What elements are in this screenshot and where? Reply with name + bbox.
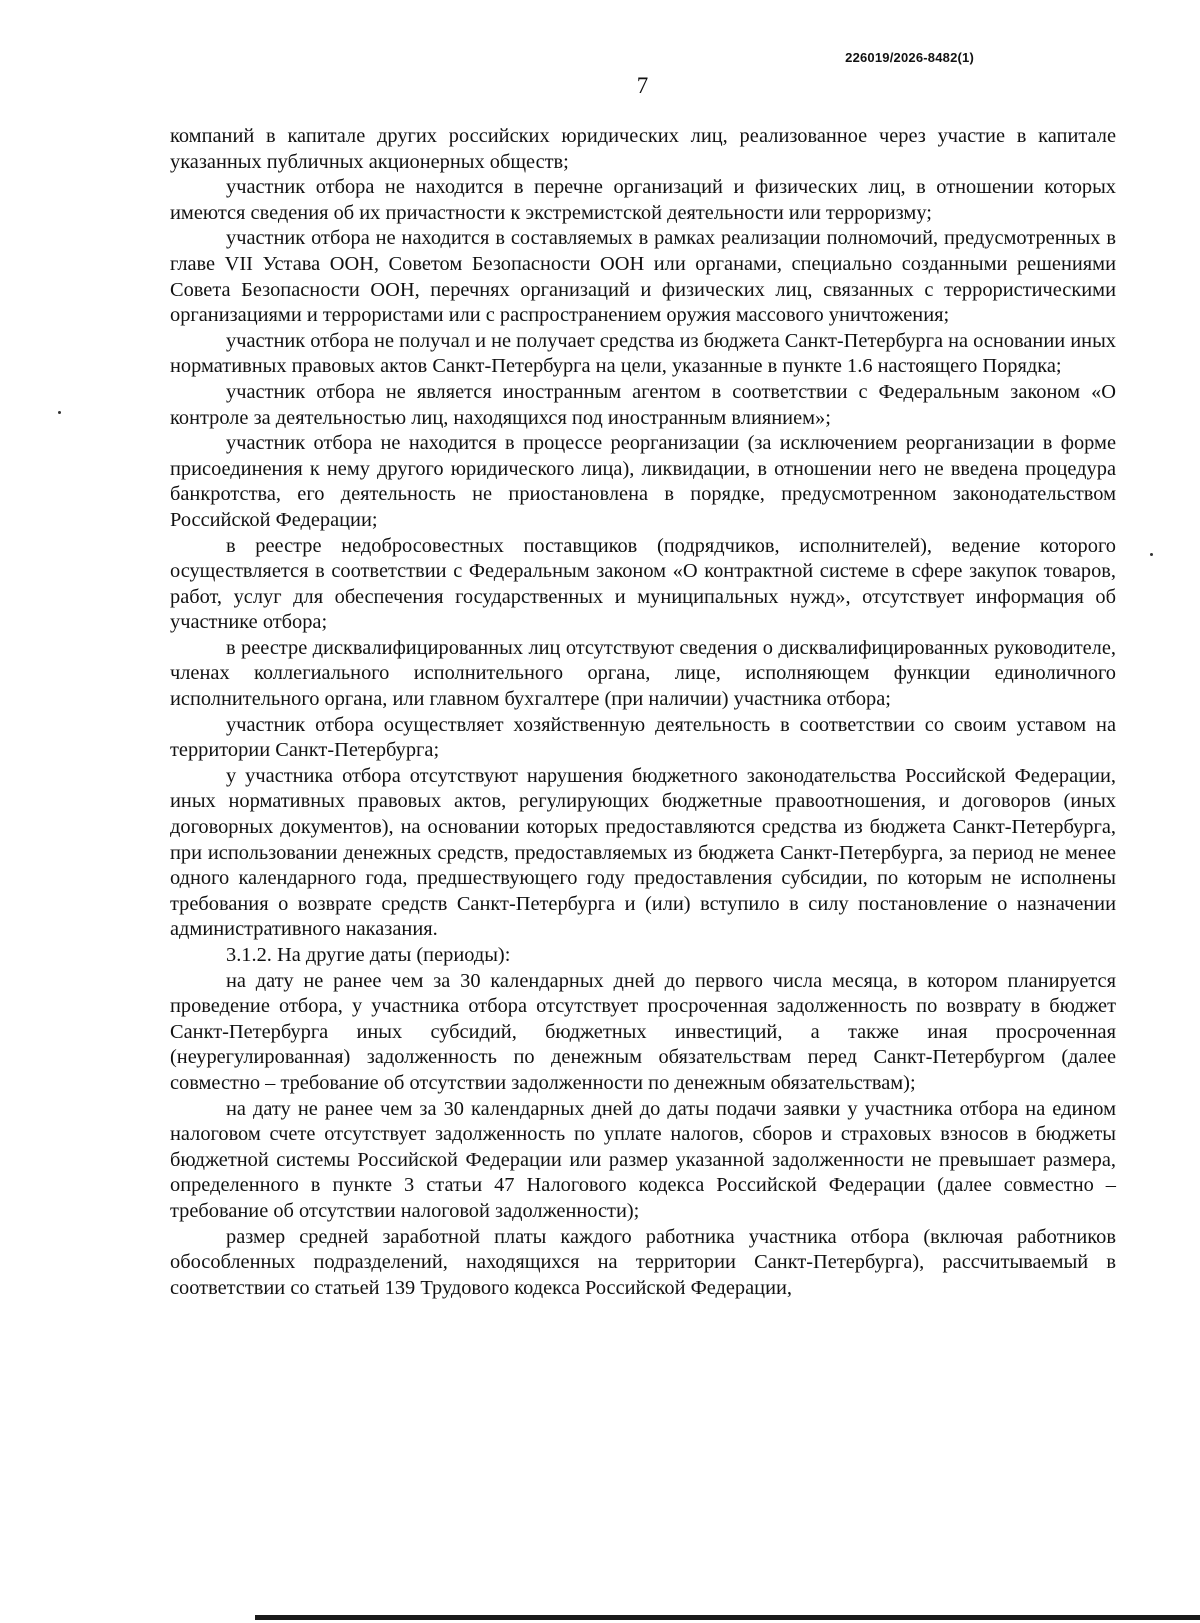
paragraph: компаний в капитале других российских юридических лиц, реализованное через участие в капитале указанных публичных акционерных обществ; (170, 125, 1116, 173)
paragraph: в реестре дисквалифицированных лиц отсутствуют сведения о дисквалифицированных руководителе, членах коллегиального исполнительного органа, лице, исполняющем функции единоличного исполнительного органа, или главном бухгалтере (при наличии) участника отбора; (170, 636, 1116, 711)
scan-edge-line (255, 1615, 1200, 1620)
paragraph: на дату не ранее чем за 30 календарных дней до первого числа месяца, в котором планируется проведение отбора, у участника отбора отсутствует просроченная задолженность по возврату в бюджет Санкт-Петербурга иных субсидий, бюджетных инвестиций, а также иная просроченная (неурегулированная) задолженность по денежным обязательствам перед Санкт-Петербургом (далее совместно – требование об отсутствии задолженности по денежным обязательствам); (170, 969, 1116, 1094)
scan-speck (1150, 553, 1153, 556)
paragraph: участник отбора осуществляет хозяйственную деятельность в соответствии со своим уставом на территории Санкт-Петербурга; (170, 713, 1116, 762)
paragraph: участник отбора не находится в составляемых в рамках реализации полномочий, предусмотренных в главе VII Устава ООН, Советом Безопасности ООН или органами, специально созданными решениями Совета Безопасности ООН, перечнях организаций и физических лиц, связанных с террористическими организациями и террористами или с распространением оружия массового уничтожения; (170, 227, 1116, 327)
paragraph: участник отбора не находится в процессе реорганизации (за исключением реорганизации в форме присоединения к нему другого юридического лица), ликвидации, в отношении него не введена процедура банкротства, его деятельность не приостановлена в порядке, предусмотренном законодательством Российской Федерации; (170, 432, 1116, 531)
paragraph: участник отбора не является иностранным агентом в соответствии с Федеральным законом «О контроле за деятельностью лиц, находящихся под иностранным влиянием»; (170, 380, 1116, 429)
document-body (170, 124, 1116, 1301)
page-number: 7 (636, 73, 649, 98)
section-heading: 3.1.2. На другие даты (периоды): (226, 944, 511, 966)
paragraph: участник отбора не получал и не получает средства из бюджета Санкт-Петербурга на основании иных нормативных правовых актов Санкт-Петербурга на цели, указанные в пункте 1.6 настоящего Порядка; (170, 329, 1116, 378)
paragraph: на дату не ранее чем за 30 календарных дней до даты подачи заявки у участника отбора на едином налоговом счете отсутствует задолженность по уплате налогов, сборов и страховых взносов в бюджеты бюджетной системы Российской Федерации или размер указанной задолженности не превышает размера, определенного в пункте 3 статьи 47 Налогового кодекса Российской Федерации (далее совместно – требование об отсутствии налоговой задолженности); (170, 1097, 1116, 1222)
scan-speck (58, 411, 61, 414)
document-registration-number: 226019/2026-8482(1) (845, 50, 974, 65)
paragraph: размер средней заработной платы каждого работника участника отбора (включая работников обособленных подразделений, находящихся на территории Санкт-Петербурга), рассчитываемый в соответствии со статьей 139 Трудового кодекса Российской Федерации, (170, 1225, 1116, 1299)
paragraph: у участника отбора отсутствуют нарушения бюджетного законодательства Российской Федерации, иных нормативных правовых актов, регулирующих бюджетные правоотношения, и договоров (иных договорных документов), на основании которых предоставляются средства из бюджета Санкт-Петербурга, при использовании денежных средств, предоставляемых из бюджета Санкт-Петербурга, за период не менее одного календарного года, предшествующего году предоставления субсидии, по которым не исполнены требования о возврате средств Санкт-Петербурга и (или) вступило в силу постановление о назначении административного наказания. (170, 764, 1116, 941)
paragraph: в реестре недобросовестных поставщиков (подрядчиков, исполнителей), ведение которого осуществляется в соответствии с Федеральным законом «О контрактной системе в сфере закупок товаров, работ, услуг для обеспечения государственных и муниципальных нужд», отсутствует информация об участнике отбора; (170, 534, 1116, 634)
paragraph: участник отбора не находится в перечне организаций и физических лиц, в отношении которых имеются сведения об их причастности к экстремистской деятельности или терроризму; (170, 176, 1116, 224)
